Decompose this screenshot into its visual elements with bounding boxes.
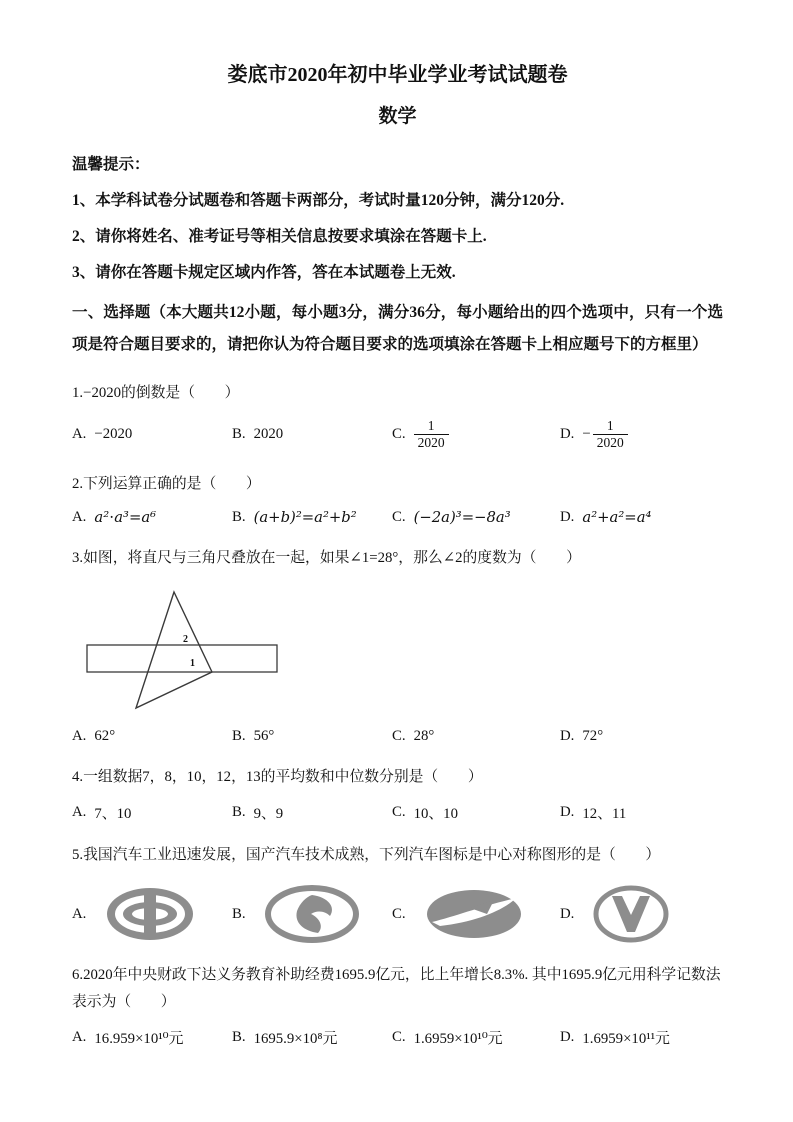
ruler-shape [87,645,277,672]
car-logo-v-icon [592,885,670,943]
subject-title: 数学 [378,106,417,127]
fraction-numerator: 1 [593,418,628,435]
question-3-option-a [72,728,232,745]
option-letter: D. [560,905,575,922]
fraction [593,418,628,451]
option-letter: B. [232,727,246,744]
option-letter: D. [560,727,575,744]
car-logo-zhonghua-icon [104,886,196,942]
notice-item-3: 3、请你在答题卡规定区域内作答，答在本试题卷上无效. [72,264,456,281]
option-text: 1695.9×10⁸元 [253,1031,338,1048]
option-letter: D. [560,426,575,443]
option-letter: C. [392,509,406,526]
question-2-stem: 2.下列运算正确的是（ ） [72,475,261,492]
question-4-option-b [232,802,392,823]
question-4-option-a [72,802,232,823]
minus-sign: − [582,426,591,443]
question-3-option-b [232,728,392,745]
fraction-denominator: 2020 [417,435,445,451]
option-letter: D. [560,804,575,821]
option-letter: D. [560,509,575,526]
question-2-option-a [72,509,232,526]
notice-item-2: 2、请你将姓名、准考证号等相关信息按要求填涂在答题卡上. [72,228,487,245]
question-4-stem: 4.一组数据7，8，10，12，13的平均数和中位数分别是（ ） [72,768,483,785]
question-1-options [72,418,723,451]
question-6-stem: 6.2020年中央财政下达义务教育补助经费1695.9亿元，比上年增长8.3%. 其中1695.9亿元用科学记数法表示为（ ） [72,967,721,1010]
question-2-option-b [232,509,392,526]
question-2-options [72,509,723,526]
question-2-option-d [560,509,723,526]
option-text: 1.6959×10¹⁰元 [413,1031,503,1048]
ruler-triangle-figure [86,588,286,716]
question-1-option-c [392,418,560,451]
question-5-option-d [560,885,723,943]
fraction-numerator: 1 [414,418,449,435]
fraction-denominator: 2020 [596,435,624,451]
question-6-options [72,1027,723,1048]
option-letter: A. [72,509,87,526]
question-5-option-c [392,888,560,940]
question-1-option-d [560,418,723,451]
notice-heading: 温馨提示： [72,156,150,173]
option-formula: (−2a)³=−8a³ [413,509,511,527]
option-letter: D. [560,1029,575,1046]
option-letter: A. [72,1029,87,1046]
option-letter: C. [392,1029,406,1046]
option-formula: (a+b)²=a²+b² [253,509,357,527]
question-5-option-b [232,885,392,943]
option-text: 10、10 [413,806,458,823]
question-3-option-d [560,728,723,745]
question-4-options [72,802,723,823]
question-2-option-c [392,509,560,526]
option-text: 56° [253,727,275,744]
question-6-option-c [392,1027,560,1048]
question-6-option-b [232,1027,392,1048]
notice-item-1: 1、本学科试卷分试题卷和答题卡两部分，考试时量120分钟，满分120分. [72,192,565,209]
option-letter: B. [232,1029,246,1046]
option-letter: A. [72,426,87,443]
option-letter: B. [232,509,246,526]
question-6-option-d [560,1027,723,1048]
car-logo-dongfeng-icon [264,885,360,943]
question-4-option-d [560,802,723,823]
question-6-option-a [72,1027,232,1048]
option-letter: B. [232,426,246,443]
option-text: 72° [582,727,604,744]
section-1-heading: 一、选择题（本大题共12小题，每小题3分，满分36分，每小题给出的四个选项中，只有一个选项是符合题目要求的，请把你认为符合题目要求的选项填涂在答题卡上相应题号下的方框里） [72,304,723,353]
option-text: 7、10 [94,806,132,823]
question-4-option-c [392,802,560,823]
option-letter: C. [392,426,406,443]
option-letter: B. [232,905,246,922]
option-letter: A. [72,727,87,744]
option-letter: A. [72,804,87,821]
question-5-stem: 5.我国汽车工业迅速发展，国产汽车技术成熟，下列汽车图标是中心对称图形的是（ ） [72,847,661,864]
option-text: −2020 [94,426,133,443]
option-text: 12、11 [582,806,627,823]
question-5-option-a [72,886,232,942]
fraction [414,418,449,451]
question-3-options [72,728,723,745]
option-text: 62° [94,727,116,744]
question-5-options [72,885,723,943]
page-title: 娄底市2020年初中毕业学业考试试题卷 [227,64,568,86]
angle-1-label: 1 [190,657,195,669]
option-formula: a²⋅a³=a⁶ [94,509,157,527]
question-1-stem: 1.−2020的倒数是（ ） [72,384,240,401]
option-text: 28° [413,727,435,744]
option-text: 16.959×10¹⁰元 [94,1031,184,1048]
option-letter: C. [392,727,406,744]
car-logo-swoosh-icon [424,888,524,940]
question-1-option-b [232,426,392,443]
option-letter: C. [392,905,406,922]
option-text: 9、9 [253,806,284,823]
option-letter: B. [232,804,246,821]
option-formula: a²+a²=a⁴ [582,509,652,527]
question-3-option-c [392,728,560,745]
option-letter: C. [392,804,406,821]
option-letter: A. [72,905,87,922]
question-3-stem: 3.如图，将直尺与三角尺叠放在一起，如果∠1=28°，那么∠2的度数为（ ） [72,550,581,567]
option-text: 2020 [253,426,284,443]
angle-2-label: 2 [183,633,188,645]
option-text: 1.6959×10¹¹元 [582,1031,670,1048]
question-1-option-a [72,426,232,443]
